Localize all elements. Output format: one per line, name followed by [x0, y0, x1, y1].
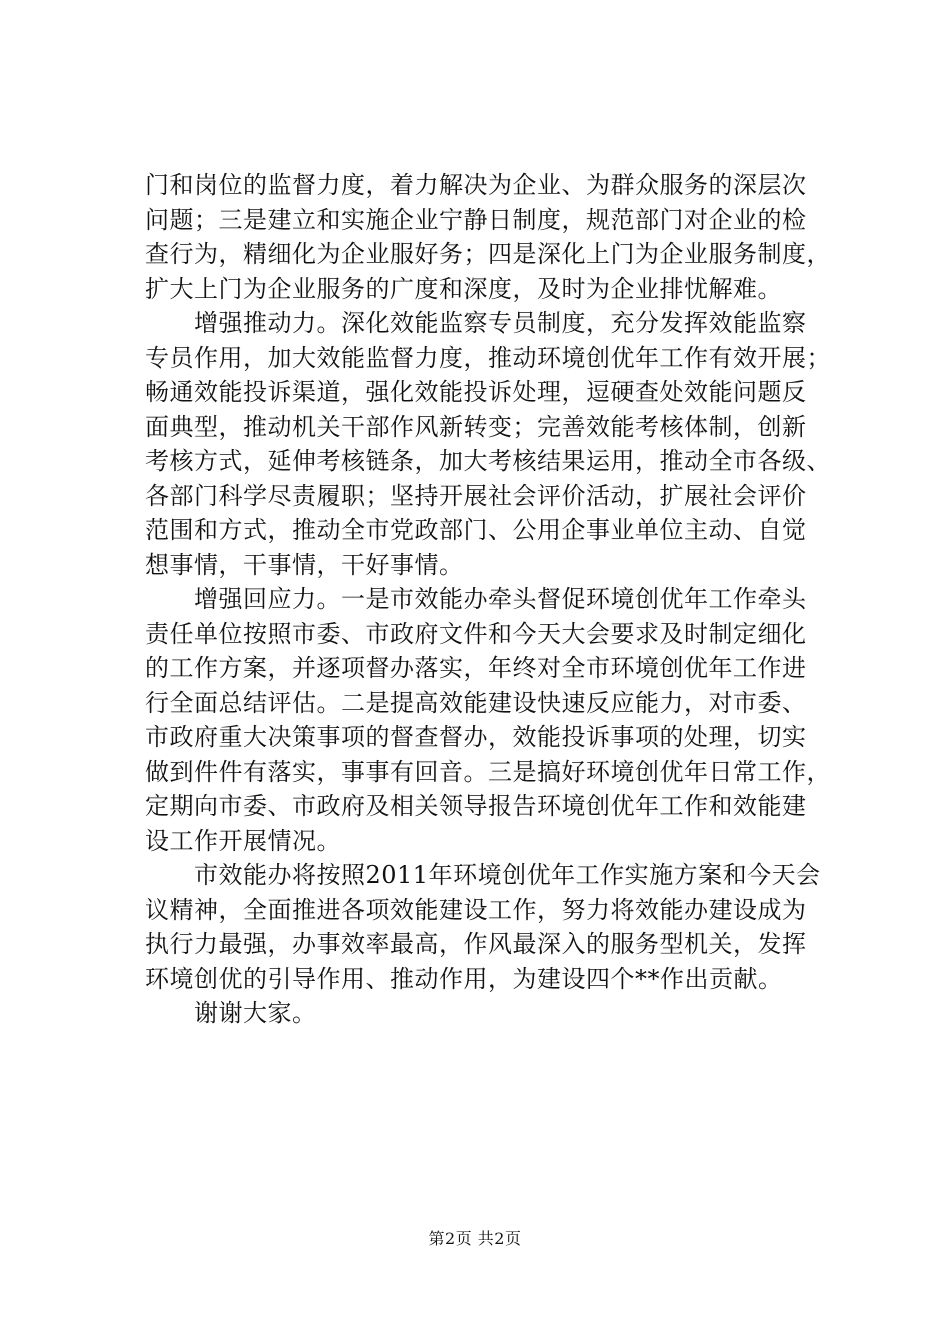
text-line: 问题；三是建立和实施企业宁静日制度，规范部门对企业的检	[145, 205, 807, 234]
text-line: 考核方式，延伸考核链条，加大考核结果运用，推动全市各级、	[145, 447, 831, 475]
text-line: 环境创优的引导作用、推动作用，为建设四个**作出贡献。	[145, 964, 783, 993]
text-line: 执行力最强，办事效率最高，作风最深入的服务型机关，发挥	[145, 930, 807, 958]
page-number: 第2页 共2页	[428, 1229, 522, 1248]
text-line: 市政府重大决策事项的督查督办，效能投诉事项的处理，切实	[145, 723, 807, 751]
text-line: 扩大上门为企业服务的广度和深度，及时为企业排忧解难。	[145, 274, 782, 303]
text-line: 做到件件有落实，事事有回音。三是搞好环境创优年日常工作，	[145, 757, 831, 786]
text-line: 畅通效能投诉渠道，强化效能投诉处理，逗硬查处效能问题反	[145, 378, 807, 406]
text-line: 定期向市委、市政府及相关领导报告环境创优年工作和效能建	[145, 792, 807, 820]
text-line: 各部门科学尽责履职；坚持开展社会评价活动，扩展社会评价	[145, 481, 807, 510]
page-footer	[0, 1228, 950, 1250]
text-line: 查行为，精细化为企业服好务；四是深化上门为企业服务制度，	[145, 240, 831, 268]
text-line: 的工作方案，并逐项督办落实，年终对全市环境创优年工作进	[145, 654, 807, 682]
text-line: 行全面总结评估。二是提高效能建设快速反应能力，对市委、	[145, 688, 807, 717]
document-body	[145, 168, 835, 1031]
text-line: 增强推动力。深化效能监察专员制度，充分发挥效能监察	[145, 309, 807, 337]
text-line: 范围和方式，推动全市党政部门、公用企事业单位主动、自觉	[145, 516, 807, 544]
text-line: 市效能办将按照2011年环境创优年工作实施方案和今天会	[145, 861, 821, 889]
text-line: 设工作开展情况。	[145, 826, 341, 855]
text-line: 议精神，全面推进各项效能建设工作，努力将效能办建设成为	[145, 895, 807, 924]
text-line: 面典型，推动机关干部作风新转变；完善效能考核体制，创新	[145, 412, 807, 441]
text-line: 想事情，干事情，干好事情。	[145, 550, 464, 579]
text-line: 谢谢大家。	[145, 999, 317, 1027]
text-line: 增强回应力。一是市效能办牵头督促环境创优年工作牵头	[145, 585, 807, 613]
text-line: 专员作用，加大效能监督力度，推动环境创优年工作有效开展；	[145, 343, 831, 372]
text-line: 责任单位按照市委、市政府文件和今天大会要求及时制定细化	[145, 619, 807, 648]
text-line: 门和岗位的监督力度，着力解决为企业、为群众服务的深层次	[145, 171, 807, 199]
